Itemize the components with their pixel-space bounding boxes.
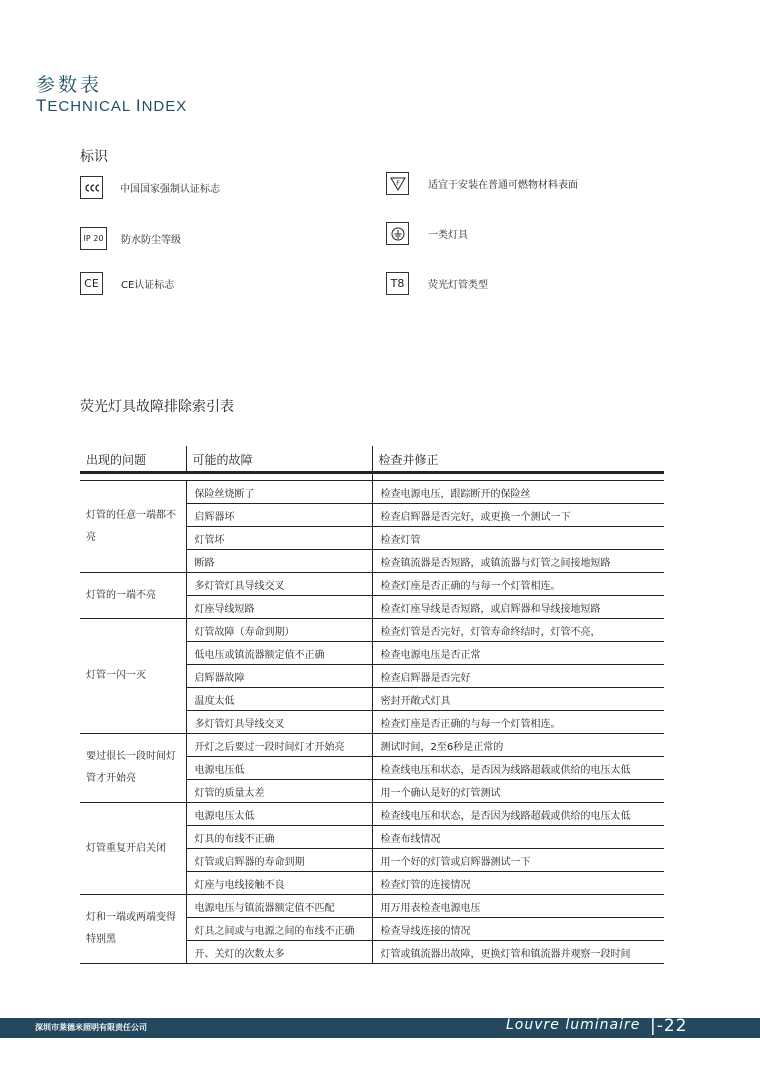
header-problem: 出现的问题 [80, 446, 186, 473]
ground-icon [386, 222, 409, 245]
mark-label: 一类灯具 [428, 230, 468, 241]
fault-cell: 开、关灯的次数太多 [186, 941, 372, 964]
fix-cell: 检查导线连接的情况 [372, 918, 664, 941]
fault-cell: 开灯之后要过一段时间灯才开始亮 [186, 734, 372, 757]
troubleshooting-title: 荧光灯具故障排除索引表 [80, 399, 234, 415]
fix-cell: 检查线电压和状态，是否因为线路超载或供给的电压太低 [372, 803, 664, 826]
fix-cell: 检查灯座是否正确的与每一个灯管相连。 [372, 573, 664, 596]
mark-label: CE认证标志 [121, 280, 175, 291]
fix-cell: 密封开敞式灯具 [372, 688, 664, 711]
page-title-cn: 参数表 [36, 74, 103, 96]
title-en-part1: ECHNICAL [47, 98, 136, 115]
table-header-row [80, 446, 664, 473]
mark-label: 适宜于安装在普通可燃物材料表面 [428, 180, 578, 191]
svg-text:F: F [395, 179, 400, 187]
problem-cell: 灯管的一端不亮 [80, 573, 186, 619]
mark-item-ccc [80, 176, 220, 199]
fault-cell: 灯具之间或与电源之间的布线不正确 [186, 918, 372, 941]
fault-cell: 灯管的质量太差 [186, 780, 372, 803]
fix-cell: 检查灯管是否完好，灯管寿命终结时，灯管不亮， [372, 619, 664, 642]
mark-item-flammable [386, 172, 578, 195]
fix-cell: 用一个确认是好的灯管测试 [372, 780, 664, 803]
t8-icon: T8 [386, 272, 409, 295]
fix-cell: 灯管或镇流器出故障，更换灯管和镇流器并观察一段时间 [372, 941, 664, 964]
fault-cell: 保险丝烧断了 [186, 481, 372, 504]
ccc-mark-icon [80, 176, 103, 199]
footer-brand: Louvre luminaire [506, 1017, 641, 1033]
title-en-part2: NDEX [141, 98, 188, 115]
table-row [80, 619, 664, 642]
fix-cell: 检查电源电压是否正常 [372, 642, 664, 665]
fix-cell: 检查线电压和状态，是否因为线路超载或供给的电压太低 [372, 757, 664, 780]
problem-cell: 灯管重复开启关闭 [80, 803, 186, 895]
problem-cell: 灯管的任意一端都不亮 [80, 481, 186, 573]
title-en-initial-i: I [135, 96, 142, 115]
spacer-row [80, 473, 664, 481]
mark-item-ip20 [80, 227, 181, 250]
mark-item-t8 [386, 272, 488, 295]
page-title-en [36, 96, 187, 116]
fix-cell: 检查灯管的连接情况 [372, 872, 664, 895]
problem-cell: 灯管一闪一灭 [80, 619, 186, 734]
fault-cell: 启辉器坏 [186, 504, 372, 527]
table-row [80, 803, 664, 826]
mark-label: 中国国家强制认证标志 [120, 184, 220, 195]
fault-cell: 温度太低 [186, 688, 372, 711]
problem-cell: 要过很长一段时间灯管才开始亮 [80, 734, 186, 803]
fix-cell: 检查镇流器是否短路，或镇流器与灯管之间接地短路 [372, 550, 664, 573]
fault-cell: 电源电压太低 [186, 803, 372, 826]
fix-cell: 测试时间，2至6秒是正常的 [372, 734, 664, 757]
header-fault: 可能的故障 [186, 446, 372, 473]
footer-company: 深圳市莱德米照明有限责任公司 [35, 1023, 147, 1032]
table-row [80, 734, 664, 757]
fault-cell: 电源电压低 [186, 757, 372, 780]
table-row [80, 573, 664, 596]
fix-cell: 检查布线情况 [372, 826, 664, 849]
fix-cell: 检查启辉器是否完好，或更换一个测试一下 [372, 504, 664, 527]
fix-cell: 检查灯座导线是否短路，或启辉器和导线接地短路 [372, 596, 664, 619]
fault-cell: 断路 [186, 550, 372, 573]
fix-cell: 检查电源电压，跟踪断开的保险丝 [372, 481, 664, 504]
mark-label: 荧光灯管类型 [428, 280, 488, 291]
fix-cell: 用万用表检查电源电压 [372, 895, 664, 918]
title-en-initial-t: T [36, 96, 48, 115]
table-row [80, 895, 664, 918]
fault-cell: 多灯管灯具导线交叉 [186, 573, 372, 596]
fault-cell: 低电压或镇流器额定值不正确 [186, 642, 372, 665]
mark-item-ce [80, 272, 174, 295]
page-number: |-22 [650, 1016, 688, 1036]
fault-cell: 启辉器故障 [186, 665, 372, 688]
fault-cell: 电源电压与镇流器额定值不匹配 [186, 895, 372, 918]
flammable-surface-icon [386, 172, 409, 195]
fault-cell: 多灯管灯具导线交叉 [186, 711, 372, 734]
fault-cell: 灯座与电线接触不良 [186, 872, 372, 895]
fault-cell: 灯具的布线不正确 [186, 826, 372, 849]
table-row [80, 481, 664, 504]
fault-cell: 灯座导线短路 [186, 596, 372, 619]
troubleshooting-table [80, 446, 664, 964]
footer-bar [0, 1018, 760, 1038]
fix-cell: 用一个好的灯管或启辉器测试一下 [372, 849, 664, 872]
ce-mark-icon: CE [80, 272, 103, 295]
fault-cell: 灯管坏 [186, 527, 372, 550]
fault-cell: 灯管或启辉器的寿命到期 [186, 849, 372, 872]
problem-cell: 灯和一端或两端变得特别黑 [80, 895, 186, 964]
ip20-icon: IP 20 [80, 227, 107, 250]
fix-cell: 检查灯管 [372, 527, 664, 550]
header-fix: 检查并修正 [372, 446, 664, 473]
mark-label: 防水防尘等级 [121, 235, 181, 246]
fix-cell: 检查灯座是否正确的与每一个灯管相连。 [372, 711, 664, 734]
mark-item-ground [386, 222, 468, 245]
fault-cell: 灯管故障（寿命到期） [186, 619, 372, 642]
marks-section-title: 标识 [80, 149, 108, 165]
fix-cell: 检查启辉器是否完好 [372, 665, 664, 688]
